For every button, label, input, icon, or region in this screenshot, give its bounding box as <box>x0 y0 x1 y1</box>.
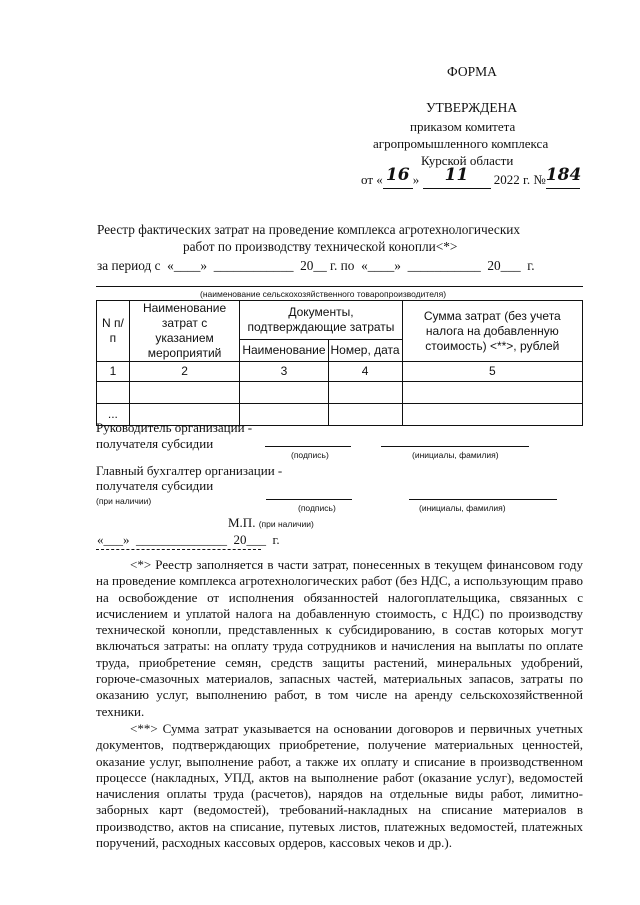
head-signature-caption: (подпись) <box>291 450 329 460</box>
col-number-4: 4 <box>328 362 402 382</box>
title-line2: работ по производству технической конопли<*> <box>183 239 458 254</box>
stamp-place <box>228 515 314 531</box>
table-cell <box>240 404 328 426</box>
approved-label: УТВЕРЖДЕНА <box>426 100 518 115</box>
table-cell <box>402 404 582 426</box>
header-documents: Документы, подтверждающие затраты <box>240 301 402 340</box>
order-date-line <box>361 165 582 189</box>
col-number-5: 5 <box>402 362 582 382</box>
header-doc-number: Номер, дата <box>328 340 402 362</box>
mp-note: (при наличии) <box>258 519 314 529</box>
header-cost-name: Наименование затрат с указанием мероприятий <box>129 301 240 362</box>
form-label: ФОРМА <box>447 64 497 79</box>
footnotes <box>96 557 583 851</box>
table-cell <box>328 404 402 426</box>
period-line: за период с «____» ____________ 20__ г. по «____» ___________ 20___ г. <box>97 258 535 273</box>
head-label-line2: получателя субсидии <box>96 436 214 451</box>
table-row <box>97 382 583 404</box>
table-cell <box>240 382 328 404</box>
date-prefix: от « <box>361 172 383 187</box>
ellipsis-cell: ... <box>97 404 130 426</box>
date-mid: » <box>412 172 420 187</box>
accountant-if-any: (при наличии) <box>96 496 152 506</box>
accountant-signature-line <box>266 499 352 500</box>
col-number-3: 3 <box>240 362 328 382</box>
table-row <box>97 362 583 382</box>
head-signature-line <box>265 446 351 447</box>
header-doc-name: Наименование <box>240 340 328 362</box>
table-cell <box>97 382 130 404</box>
header-number: N п/п <box>97 301 130 362</box>
footnote-2: <**> Сумма затрат указывается на основании договоров и первичных учетных документов, подтверждающих приобретение, получение материальных ценностей, оказание услуг, выполнение работ, а также их оплату и списание в производственном процессе (накладных, УПД, актов на выполнение работ (оказание услуг), ведомостей начисления оплаты труда (расчетов), нарядов на отдельные виды работ, лимитно-заборных карт (ведомостей), требований-накладных на списание материалов в производство, актов на списание, путевых листов, платежных ведомостей, платежных поручений, расходных кассовых ордеров, кассовых чеков и др.). <box>96 720 583 851</box>
producer-caption: (наименование сельскохозяйственного товаропроизводителя) <box>200 289 447 299</box>
mp-label: М.П. <box>228 515 256 530</box>
order-month: 11 <box>444 165 469 185</box>
order-number: 184 <box>545 165 582 185</box>
title-line1: Реестр фактических затрат на проведение комплекса агротехнологических <box>97 222 521 237</box>
order-day: 16 <box>385 165 410 185</box>
header-sum: Сумма затрат (без учета налога на добавленную стоимость) <**>, рублей <box>402 301 582 362</box>
approved-by-line3: Курской области <box>421 153 514 168</box>
table-cell <box>402 382 582 404</box>
col-number-1: 1 <box>97 362 130 382</box>
footnote-1: <*> Реестр заполняется в части затрат, понесенных в текущем финансовом году на проведение комплекса агротехнологических работ (без НДС, а использующим право на освобождение от исполнения обязанностей налогоплательщика, связанных с исчислением и уплатой налога на добавленную стоимость, с НДС) по производству технической конопли, представленных к субсидированию, в состав которых могут включаться затраты: на оплату труда сотрудников и начисления на выплаты по оплате труда, приобретение семян, средств защиты растений, минеральных удобрений, горюче-смазочных материалов, запасных частей, материальных запасов, затраты по оказанию услуг, выполнению работ, в том числе на аренду сельскохозяйственной техники. <box>96 557 583 719</box>
approved-by-line1: приказом комитета <box>410 119 516 134</box>
approved-by-line2: агропромышленного комплекса <box>373 136 549 151</box>
registry-table <box>96 300 583 426</box>
accountant-label-line2: получателя субсидии <box>96 478 214 493</box>
order-year: 2022 г. № <box>493 172 546 187</box>
accountant-name-line <box>409 499 557 500</box>
table-cell <box>129 382 240 404</box>
head-name-caption: (инициалы, фамилия) <box>412 450 499 460</box>
col-number-2: 2 <box>129 362 240 382</box>
table-cell <box>328 382 402 404</box>
accountant-name-caption: (инициалы, фамилия) <box>419 503 506 513</box>
head-name-line <box>381 446 529 447</box>
footnote-separator <box>96 549 261 550</box>
accountant-signature-caption: (подпись) <box>298 503 336 513</box>
accountant-label-line1: Главный бухгалтер организации - <box>96 463 283 478</box>
producer-name-line <box>96 286 583 287</box>
sign-date-line: «___» ______________ 20___ г. <box>97 532 280 547</box>
head-label-line1: Руководитель организации - <box>96 420 253 435</box>
